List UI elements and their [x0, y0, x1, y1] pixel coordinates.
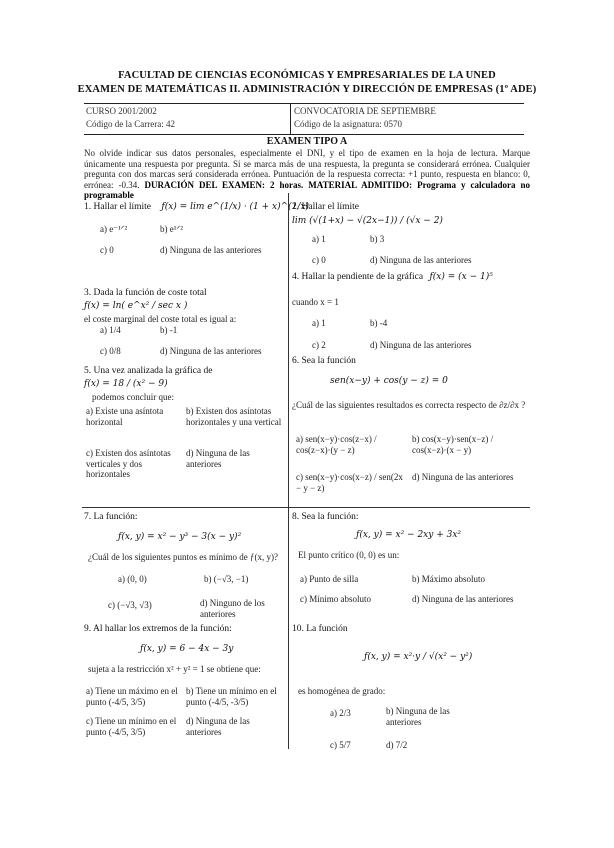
q2-expression: lim (√(1+x) − √(2x−1)) / (√x − 2): [292, 216, 443, 226]
q3-label: 3. Dada la función de coste total: [84, 288, 207, 298]
q10-option-c[interactable]: c) 5/7: [330, 740, 351, 750]
question-9: 9. Al hallar los extremos de la función:: [84, 624, 232, 634]
q5-continuation: podemos concluir que:: [92, 392, 174, 402]
exam-header: EXAMEN DE MATEMÁTICAS II. ADMINISTRACIÓN Y DIRECCIÓN DE EMPRESAS (1º ADE): [77, 84, 537, 95]
q8-expression: ƒ(x, y) = x² − 2xy + 3x²: [356, 530, 462, 540]
q4-option-c[interactable]: c) 2: [312, 340, 326, 350]
question-7: 7. La función:: [84, 512, 138, 522]
faculty-header: FACULTAD DE CIENCIAS ECONÓMICAS Y EMPRESARIALES DE LA UNED: [118, 70, 496, 81]
q3-option-c[interactable]: c) 0/8: [100, 346, 121, 356]
q1-option-d[interactable]: d) Ninguna de las anteriores: [160, 245, 262, 255]
q5-option-d[interactable]: d) Ninguna de las anteriores: [186, 448, 250, 469]
q4-option-d[interactable]: d) Ninguna de las anteriores: [370, 340, 472, 350]
q3-continuation: el coste marginal del coste total es igual a:: [84, 314, 237, 324]
exam-info-box: [84, 103, 524, 135]
column-divider: [288, 193, 289, 749]
instructions-duration: DURACIÓN DEL EXAMEN: 2 horas. MATERIAL ADMITIDO: Programa y calculadora no programable: [84, 179, 530, 200]
q7-option-a[interactable]: a) (0, 0): [118, 574, 147, 584]
question-3: [84, 288, 284, 312]
info-divider: [290, 104, 291, 134]
q1-expression: ƒ(x) = lim e^(1/x) · (1 + x)^(1/x): [161, 202, 310, 212]
q6-option-a[interactable]: a) sen(x−y)·cos(z−x) / cos(z−x)·(y − z): [296, 434, 377, 455]
q2-option-a[interactable]: a) 1: [312, 234, 326, 244]
q6-option-b[interactable]: b) cos(x−y)·sen(x−z) / cos(x−z)·(x − y): [412, 434, 494, 455]
q2-option-c[interactable]: c) 0: [312, 255, 326, 265]
q7-option-d[interactable]: d) Ninguno de los anteriores: [200, 598, 265, 619]
q6-option-c[interactable]: c) sen(x−y)·cos(x−z) / sen(2x − y − z): [296, 472, 403, 493]
q7-option-b[interactable]: b) (−√3, −1): [204, 574, 249, 584]
question-6: 6. Sea la función: [292, 356, 356, 366]
q3-expression: ƒ(x) = ln( e^x² / sec x ): [84, 301, 188, 311]
q9-option-a[interactable]: a) Tiene un máximo en el punto (-4/5, 3/5): [86, 686, 178, 707]
q2-option-d[interactable]: d) Ninguna de las anteriores: [370, 255, 472, 265]
q1-label: 1. Hallar el límite: [84, 202, 152, 212]
q9-continuation: sujeta a la restricción x² + y² = 1 se obtiene que:: [88, 664, 261, 674]
call-name: CONVOCATORIA DE SEPTIEMBRE: [294, 106, 436, 116]
q10-option-d[interactable]: d) 7/2: [386, 740, 408, 750]
q5-expression: f(x) = 18 / (x² − 9): [84, 379, 168, 389]
q1-option-c[interactable]: c) 0: [100, 245, 114, 255]
q4-option-a[interactable]: a) 1: [312, 318, 326, 328]
q4-label: 4. Hallar la pendiente de la gráfica: [292, 272, 424, 282]
question-10: 10. La función: [292, 624, 348, 634]
q2-option-b[interactable]: b) 3: [370, 234, 385, 244]
q9-option-c[interactable]: c) Tiene un mínimo en el punto (-4/5, 3/5): [86, 716, 177, 737]
q4-expression: ƒ(x) = (x − 1)⁵: [429, 272, 493, 282]
q8-option-d[interactable]: d) Ninguna de las anteriores: [412, 594, 514, 604]
instructions-text: No olvide indicar sus datos personales, especialmente el DNI, y el tipo de examen en la hoja de lectura. Marque únicamente una respuesta por pregunta. Si se marca más de una respuesta, la pregunta se considerará errónea. Cualquier pregunta con dos marcas será considerada errónea. Puntuación de la respuesta correcta: +1 punto, respuesta en blanco: 0, errónea: -0.34.: [84, 148, 530, 190]
q7-continuation: ¿Cuál de los siguientes puntos es mínimo de ƒ(x, y)?: [88, 552, 278, 562]
q9-expression: ƒ(x, y) = 6 − 4x − 3y: [140, 644, 234, 654]
q5-label: 5. Una vez analizada la gráfica de: [84, 366, 213, 376]
course-year: CURSO 2001/2002: [86, 106, 157, 116]
q8-option-c[interactable]: c) Mínimo absoluto: [300, 594, 371, 604]
career-code: Código de la Carrera: 42: [86, 119, 175, 129]
q7-option-c[interactable]: c) (−√3, √3): [108, 600, 152, 610]
q6-expression: sen(x−y) + cos(y − z) = 0: [330, 376, 448, 386]
subject-code: Código de la asignatura: 0570: [294, 119, 402, 129]
q10-option-a[interactable]: a) 2/3: [330, 708, 351, 718]
question-2: [292, 202, 530, 227]
question-5: [84, 366, 284, 390]
q3-option-a[interactable]: a) 1/4: [100, 325, 121, 335]
q3-option-d[interactable]: d) Ninguna de las anteriores: [160, 346, 262, 356]
q10-continuation: es homogénea de grado:: [298, 686, 386, 696]
q1-option-b[interactable]: b) e¹ᐟ²: [160, 224, 183, 234]
question-4: [292, 272, 530, 283]
q7-expression: ƒ(x, y) = x² − y³ − 3(x − y)²: [118, 532, 242, 542]
instructions: [84, 148, 530, 201]
q6-continuation: ¿Cuál de las siguientes resultados es correcta respecto de ∂z/∂x ?: [292, 400, 526, 410]
q8-continuation: El punto crítico (0, 0) es un:: [298, 550, 400, 560]
q8-option-a[interactable]: a) Punto de silla: [300, 574, 359, 584]
q3-option-b[interactable]: b) -1: [160, 325, 178, 335]
q5-option-a[interactable]: a) Existe una asíntota horizontal: [86, 406, 164, 427]
exam-type: EXAMEN TIPO A: [266, 136, 348, 147]
q4-option-b[interactable]: b) -4: [370, 318, 388, 328]
q1-option-a[interactable]: a) e⁻¹ᐟ²: [100, 224, 128, 234]
question-8: 8. Sea la función:: [292, 512, 359, 522]
row-divider: [82, 507, 530, 508]
q9-option-b[interactable]: b) Tiene un mínimo en el punto (-4/5, -3/5): [186, 686, 277, 707]
q4-continuation: cuando x = 1: [292, 297, 339, 307]
q10-expression: ƒ(x, y) = x²·y / √(x² − y²): [364, 652, 473, 662]
q5-option-c[interactable]: c) Existen dos asíntotas verticales y dos horizontales: [86, 448, 171, 479]
q5-option-b[interactable]: b) Existen dos asíntotas horizontales y una vertical: [186, 406, 282, 427]
q6-option-d[interactable]: d) Ninguna de las anteriores: [412, 472, 514, 482]
q8-option-b[interactable]: b) Máximo absoluto: [412, 574, 485, 584]
q9-option-d[interactable]: d) Ninguna de las anteriores: [186, 716, 250, 737]
q10-option-b[interactable]: b) Ninguna de las anteriores: [386, 706, 450, 727]
q2-label: 2. Hallar el límite: [292, 202, 360, 212]
question-1: [84, 202, 309, 213]
